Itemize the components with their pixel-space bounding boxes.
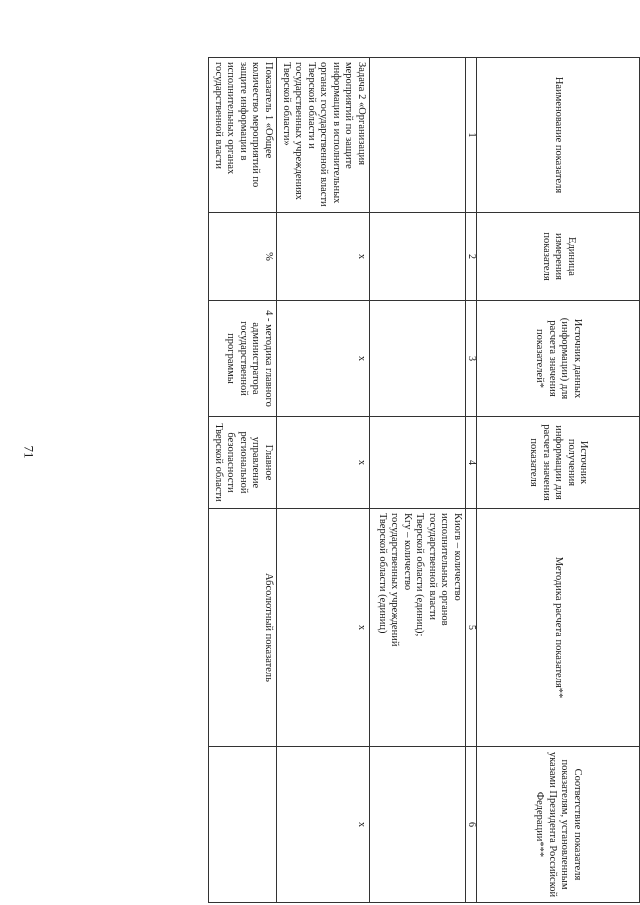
method-line: Тверской области (единиц) [377, 513, 388, 634]
table-row [277, 58, 370, 903]
table-cell: x [277, 417, 370, 509]
header-row [477, 58, 640, 903]
task-name-cell: Задача 2 «Организация мероприятий по защите информации в исполнительных органах государственной власти Тверской области и государственных учреждениях Тверской области» [277, 58, 370, 213]
page-number: 71 [21, 445, 37, 459]
method-description-cell [370, 509, 466, 747]
table-cell: 4 - методика главного администратора государственной программы [209, 301, 277, 417]
method-line: Тверской области (единиц); [414, 513, 426, 637]
table-cell: % [209, 213, 277, 301]
column-number: 3 [466, 301, 477, 417]
column-number: 6 [466, 747, 477, 903]
table-cell: x [277, 747, 370, 903]
table-cell [370, 58, 466, 213]
header-indicator-name: Наименование показателя [477, 58, 640, 213]
indicator-name-cell: Показатель 1 «Общее количество мероприятий по защите информации в исполнительных органах государственной власти [209, 58, 277, 213]
table-cell [370, 417, 466, 509]
table-cell [370, 213, 466, 301]
table-cell: Абсолютный показатель [209, 509, 277, 747]
table-cell [370, 747, 466, 903]
method-line: государственной власти [427, 513, 438, 621]
table-row [370, 58, 466, 903]
table-row [209, 58, 277, 903]
header-decree-match: Соответствие показателя показателям, установленным указами Президента Российской Федерации*** [477, 747, 640, 903]
method-line: Кгу – количество [402, 513, 413, 591]
column-number: 5 [466, 509, 477, 747]
table-cell: x [277, 509, 370, 747]
column-number-row [466, 58, 477, 903]
method-line: Киогв – количество [452, 513, 463, 601]
table-cell: x [277, 301, 370, 417]
header-method: Методика расчета показателя** [477, 509, 640, 747]
header-info-source: Источник получения информации для расчета значения показателя [477, 417, 640, 509]
indicator-table [209, 57, 640, 903]
rotated-table-wrapper [213, 57, 640, 902]
table-cell [209, 747, 277, 903]
header-data-source: Источник данных (информации) для расчета значения показателей* [477, 301, 640, 417]
method-line: государственных учреждений [389, 513, 401, 647]
table-cell: x [277, 213, 370, 301]
table-cell: Главное управление региональной безопасности Тверской области [209, 417, 277, 509]
column-number: 4 [466, 417, 477, 509]
table-cell [370, 301, 466, 417]
column-number: 1 [466, 58, 477, 213]
header-unit: Единица измерения показателя [477, 213, 640, 301]
method-line: исполнительных органов [439, 513, 451, 626]
column-number: 2 [466, 213, 477, 301]
